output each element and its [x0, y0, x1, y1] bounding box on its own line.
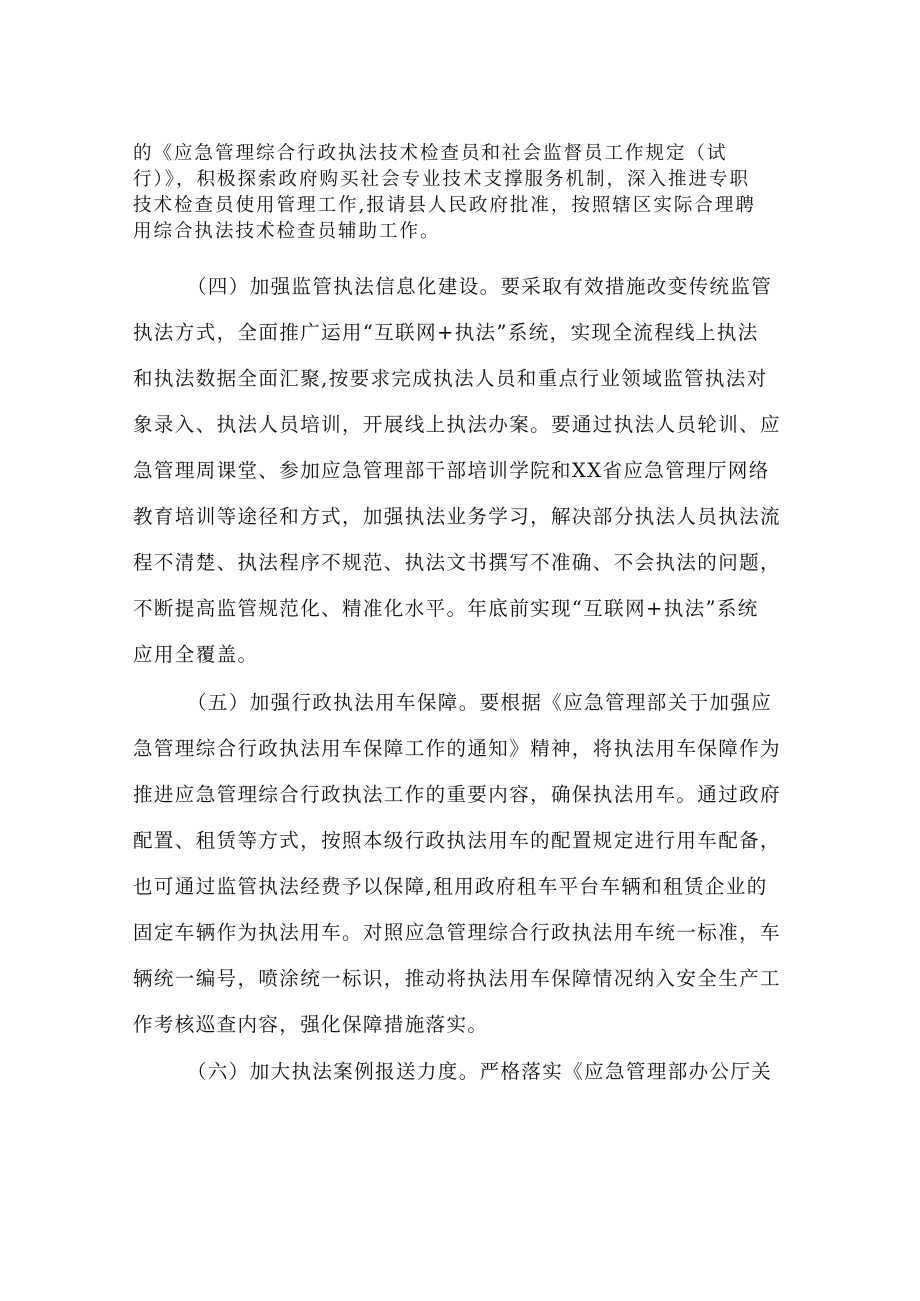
paragraph-section-6-cases [133, 1049, 793, 1095]
text-line: 和执法数据全面汇聚,按要求完成执法人员和重点行业领域监管执法对 [133, 367, 768, 390]
text-line: （四）加强监管执法信息化建设。要采取有效措施改变传统监管 [187, 275, 773, 298]
text-line: 不断提高监管规范化、精准化水平。年底前实现“互联网+执法”系统 [133, 597, 759, 620]
text-line: 配置、租赁等方式，按照本级行政执法用车的配置规定进行用车配备， [133, 829, 781, 852]
text-line: 用综合执法技术检查员辅助工作。 [133, 221, 441, 242]
text-line: 执法方式，全面推广运用“互联网+执法”系统，实现全流程线上执法 [133, 321, 759, 344]
paragraph-section-4-informatization [133, 264, 793, 678]
text-line: 急管理周课堂、参加应急管理部干部培训学院和XX省应急管理厅网络 [133, 459, 770, 482]
text-line: （六）加大执法案例报送力度。严格落实《应急管理部办公厅关 [187, 1060, 773, 1083]
text-line: 应用全覆盖。 [133, 643, 259, 666]
text-line: 辆统一编号，喷涂统一标识，推动将执法用车保障情况纳入安全生产工 [133, 967, 781, 990]
text-line: 技术检查员使用管理工作,报请县人民政府批准，按照辖区实际合理聘 [133, 195, 756, 216]
paragraph-section-5-vehicles [133, 680, 793, 1048]
text-line: 作考核巡查内容，强化保障措施落实。 [133, 1013, 489, 1036]
text-line: 程不清楚、执法程序不规范、执法文书撰写不准确、不会执法的问题， [133, 551, 781, 574]
paragraph-technical-inspectors [133, 141, 793, 245]
text-line: 象录入、执法人员培训，开展线上执法办案。要通过执法人员轮训、应 [133, 413, 781, 436]
text-line: 的《应急管理综合行政执法技术检查员和社会监督员工作规定（试 [133, 143, 728, 164]
text-line: （五）加强行政执法用车保障。要根据《应急管理部关于加强应 [187, 691, 773, 714]
text-line: 也可通过监管执法经费予以保障,租用政府租车平台车辆和租赁企业的 [133, 875, 768, 898]
text-line: 固定车辆作为执法用车。对照应急管理综合行政执法用车统一标准，车 [133, 921, 781, 944]
text-line: 推进应急管理综合行政执法工作的重要内容，确保执法用车。通过政府 [133, 783, 781, 806]
text-line: 教育培训等途径和方式，加强执法业务学习，解决部分执法人员执法流 [133, 505, 781, 528]
text-line: 行）》，积极探索政府购买社会专业技术支撑服务机制，深入推进专职 [133, 169, 751, 190]
text-line: 急管理综合行政执法用车保障工作的通知》精神，将执法用车保障作为 [133, 737, 781, 760]
